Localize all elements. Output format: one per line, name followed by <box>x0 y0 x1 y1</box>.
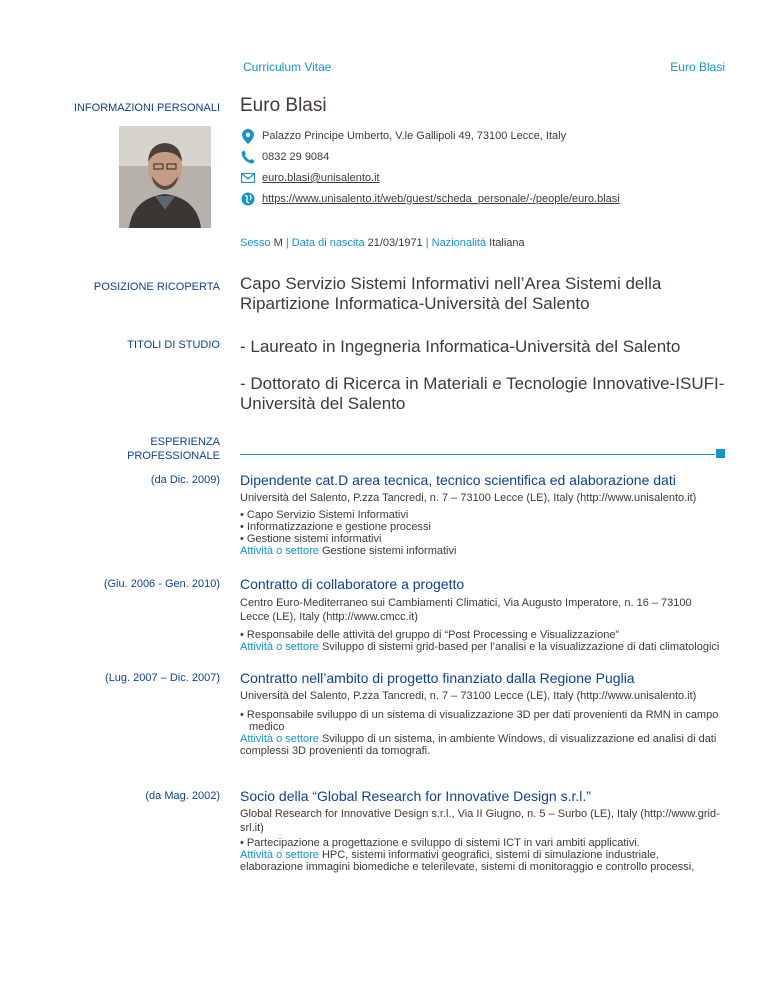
phone-icon <box>240 149 256 165</box>
job-title: Dipendente cat.D area tecnica, tecnico scientifica ed alaborazione dati <box>240 472 676 488</box>
phone-text: 0832 29 9084 <box>262 151 330 163</box>
section-label-experience: ESPERIENZA PROFESSIONALE <box>127 436 220 462</box>
job-title: Contratto di collaboratore a progetto <box>240 576 465 592</box>
job-bullet: • Informatizzazione e gestione processi <box>240 521 720 533</box>
job-bullet: • Gestione sistemi informativi <box>240 533 720 545</box>
job-employer: Centro Euro-Mediterraneo sui Cambiamenti Climatici, Via Augusto Imperatore, n. 16 – 73100 Lecce (LE), Italy (http://www.cmcc.it) <box>240 597 692 623</box>
email-row <box>240 169 380 187</box>
website-link[interactable]: https://www.unisalento.it/web/guest/scheda_personale/-/people/euro.blasi <box>262 193 620 205</box>
job-sector <box>240 545 720 557</box>
job-title: Contratto nell’ambito di progetto finanziato dalla Regione Puglia <box>240 670 635 686</box>
job-employer: Università del Salento, P.zza Tancredi, n. 7 – 73100 Lecce (LE), Italy (http://www.unisalento.it) <box>240 492 697 504</box>
job-bullet: • Responsabile delle attività del gruppo di “Post Processing e Visualizzazione” <box>240 629 720 641</box>
phone-row <box>240 148 329 166</box>
job-date: (Lug. 2007 – Dic. 2007) <box>105 672 220 684</box>
website-row <box>240 190 620 208</box>
address-row <box>240 127 566 145</box>
job-sector <box>240 641 720 653</box>
section-label-education: TITOLI DI STUDIO <box>127 339 220 351</box>
job-bullet: • Partecipazione a progettazione e sviluppo di sistemi ICT in vari ambiti applicativi. <box>240 837 720 849</box>
sector-label: Attività o settore <box>240 641 319 653</box>
job-date: (da Dic. 2009) <box>150 474 220 486</box>
job-sector <box>240 849 720 873</box>
job-bullet: • Responsabile sviluppo di un sistema di visualizzazione 3D per dati provenienti da RMN in campo medico <box>240 709 720 733</box>
personal-details <box>240 237 525 249</box>
section-label-personal: INFORMAZIONI PERSONALI <box>73 102 220 114</box>
email-link[interactable]: euro.blasi@unisalento.it <box>262 172 380 184</box>
sector-value: Sviluppo di un sistema, in ambiente Windows, di visualizzazione ed analisi di dati complessi 3D provenienti da tomografi. <box>240 733 717 757</box>
sector-value: HPC, sistemi informativi geografici, sistemi di simulazione industriale, elaborazione immagini biomediche e telerilevate, sistemi di monitoraggio e controllo processi, <box>240 849 695 873</box>
section-marker <box>716 449 725 458</box>
sector-label: Attività o settore <box>240 849 319 861</box>
email-icon <box>240 170 256 186</box>
education-item: - Laureato in Ingegneria Informatica-Università del Salento <box>240 337 681 356</box>
sector-value: Gestione sistemi informativi <box>321 545 457 557</box>
job-sector <box>240 733 720 757</box>
location-icon <box>240 128 256 144</box>
position-text: Capo Servizio Sistemi Informativi nell’Area Sistemi della Ripartizione Informatica-Università del Salento <box>240 274 662 313</box>
job-bullets <box>240 629 720 641</box>
address-text: Palazzo Principe Umberto, V.le Gallipoli 49, 73100 Lecce, Italy <box>262 130 567 142</box>
education-item: - Dottorato di Ricerca in Materiali e Tecnologie Innovative-ISUFI-Università del Salento <box>240 374 725 413</box>
job-date: (Giu. 2006 - Gen. 2010) <box>103 578 220 590</box>
job-bullet: • Capo Servizio Sistemi Informativi <box>240 509 720 521</box>
sector-value: Sviluppo di sistemi grid-based per l’analisi e la visualizzazione di dati climatologici <box>321 641 720 653</box>
sex-value: M <box>273 237 283 249</box>
header-name: Euro Blasi <box>670 60 725 74</box>
section-divider <box>240 454 715 455</box>
job-bullets <box>240 509 720 545</box>
separator: | <box>425 237 429 249</box>
job-employer: Global Research for Innovative Design s.r.l., Via II Giugno, n. 5 – Surbo (LE), Italy (http://www.grid-srl.it) <box>240 808 720 834</box>
job-title: Socio della “Global Research for Innovative Design s.r.l.” <box>240 788 591 804</box>
job-bullets <box>240 709 720 733</box>
birth-label: Data di nascita <box>291 237 365 249</box>
sector-label: Attività o settore <box>240 545 319 557</box>
cv-label: Curriculum Vitae <box>243 60 332 74</box>
profile-photo <box>119 126 211 228</box>
job-date: (da Mag. 2002) <box>145 790 220 802</box>
website-icon <box>240 191 256 207</box>
job-employer: Università del Salento, P.zza Tancredi, n. 7 – 73100 Lecce (LE), Italy (http://www.unisalento.it) <box>240 690 697 702</box>
nationality-value: Italiana <box>489 237 525 249</box>
sex-label: Sesso <box>240 237 271 249</box>
birth-value: 21/03/1971 <box>367 237 423 249</box>
separator: | <box>285 237 289 249</box>
job-bullets <box>240 837 720 849</box>
section-label-position: POSIZIONE RICOPERTA <box>93 281 220 293</box>
nationality-label: Nazionalità <box>431 237 487 249</box>
sector-label: Attività o settore <box>240 733 319 745</box>
person-name: Euro Blasi <box>240 95 327 116</box>
